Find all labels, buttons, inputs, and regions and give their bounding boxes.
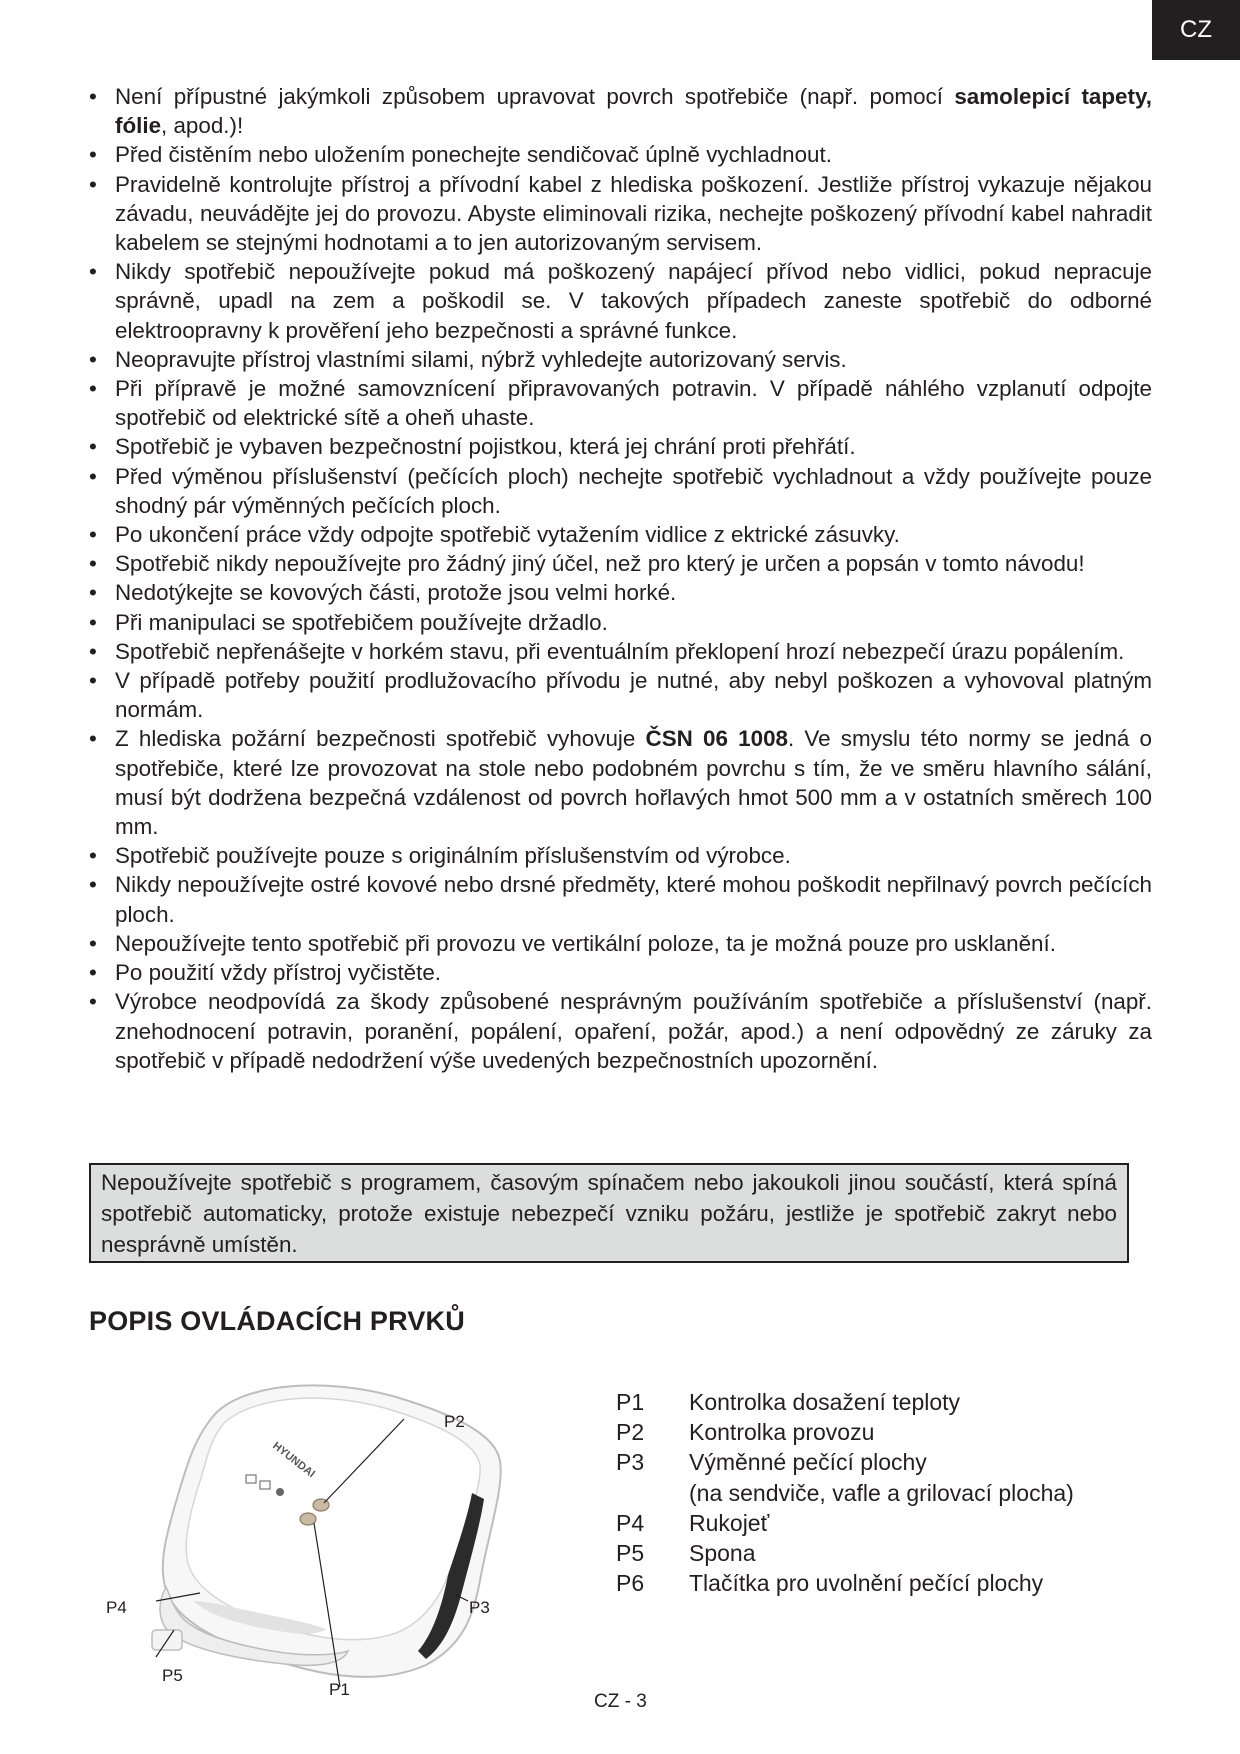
safety-instruction-item	[88, 666, 1152, 724]
control-element-label: Kontrolka dosažení teploty	[689, 1389, 961, 1415]
safety-instruction-item	[88, 257, 1152, 345]
instruction-text: Není přípustné jakýmkoli způsobem upravovat povrch spotřebiče (např. pomocí	[115, 84, 955, 109]
instruction-text: V případě potřeby použití prodlužovacího přívodu je nutné, aby nebyl poškozen a vyhovoval platným normám.	[115, 668, 1152, 723]
device-brand-logo: HYUNDAI	[270, 1439, 318, 1481]
safety-instruction-item	[88, 520, 1152, 549]
callout-label-p3: P3	[469, 1598, 490, 1617]
control-element-label: Spona	[689, 1540, 756, 1567]
safety-instruction-item	[88, 637, 1152, 666]
callout-label-p1: P1	[329, 1680, 350, 1699]
instruction-text: Nikdy nepoužívejte ostré kovové nebo drsné předměty, které mohou poškodit nepřilnavý povrch pečících ploch.	[115, 872, 1152, 927]
safety-instruction-item	[88, 987, 1152, 1075]
safety-instruction-item	[88, 170, 1152, 258]
instruction-text: Po použití vždy přístroj vyčistěte.	[115, 960, 442, 986]
safety-instruction-item	[88, 870, 1152, 928]
safety-instruction-item	[88, 724, 1152, 841]
safety-instruction-item	[88, 608, 1152, 637]
section-title: POPIS OVLÁDACÍCH PRVKŮ	[89, 1306, 465, 1336]
instruction-text: Neopravujte přístroj vlastními silami, nýbrž vyhledejte autorizovaný servis.	[115, 346, 847, 372]
control-element-item	[616, 1387, 1074, 1417]
safety-instruction-item	[88, 140, 1152, 169]
safety-instruction-item	[88, 374, 1152, 432]
control-element-item	[616, 1417, 1074, 1447]
instruction-text: Spotřebič nikdy nepoužívejte pro žádný jiný účel, než pro který je určen a popsán v tomto návodu!	[115, 551, 1085, 577]
control-element-label: Výměnné pečící plochy	[689, 1449, 927, 1476]
instruction-text: Před výměnou příslušenství (pečících ploch) nechejte spotřebič vychladnout a vždy používejte pouze shodný pár výměnných pečících ploch.	[115, 463, 1152, 518]
indicator-dot-icon	[276, 1488, 284, 1496]
language-tab: CZ	[1152, 0, 1240, 60]
instruction-text: Po ukončení práce vždy odpojte spotřebič vytažením vidlice z ektrické zásuvky.	[115, 522, 900, 548]
warning-notice-box: Nepoužívejte spotřebič s programem, časovým spínačem nebo jakoukoli jinou součástí, která spíná spotřebič automaticky, protože existuje nebezpečí vzniku požáru, jestliže je spotřebič zakryt nebo nesprávně umístěn.	[89, 1163, 1129, 1263]
control-element-item	[616, 1568, 1074, 1598]
instruction-text: Výrobce neodpovídá za škody způsobené nesprávným používáním spotřebiče a příslušenství (např. znehodnocení potravin, poranění, popálení, opaření, požár, apod.) a není odpovědný ze záruky za spotřebič v případě nedodržení výše uvedených bezpečnostních upozornění.	[115, 989, 1152, 1073]
instruction-text: Nepoužívejte tento spotřebič při provozu ve vertikální poloze, ta je možná pouze pro usklanění.	[115, 930, 1056, 956]
safety-instruction-item	[88, 929, 1152, 958]
safety-instruction-item	[88, 82, 1152, 140]
control-element-code: P6	[616, 1570, 645, 1597]
safety-instruction-item	[88, 549, 1152, 578]
control-element-item	[616, 1447, 1074, 1477]
control-element-code: P3	[616, 1449, 645, 1476]
instruction-text: Spotřebič nepřenášejte v horkém stavu, při eventuálním překlopení hrozí nebezpečí úrazu popálením.	[115, 638, 1125, 664]
control-element-label: Tlačítka pro uvolnění pečící plochy	[689, 1570, 1044, 1597]
sandwich-maker-illustration	[96, 1375, 576, 1715]
control-element-item	[616, 1478, 1074, 1508]
safety-instruction-item	[88, 345, 1152, 374]
instruction-text: . Ve smyslu této normy se jedná o spotřebiče, které lze provozovat na stole nebo podobném povrchu s tím, že ve směru hlavního sálání, musí být dodržena bezpečná vzdálenost od povrch hořlavých hmot 500 mm a v ostatních směrech 100 mm.	[115, 726, 1152, 840]
instruction-text: Spotřebič používejte pouze s originálním příslušenstvím od výrobce.	[115, 843, 791, 869]
control-element-label: Kontrolka provozu	[689, 1419, 875, 1446]
callout-label-p5: P5	[162, 1666, 183, 1685]
emphasized-text: samolepicí tapety, fólie	[115, 84, 1152, 139]
instruction-text: Z hlediska požární bezpečnosti spotřebič vyhovuje	[115, 726, 646, 752]
page-number: CZ - 3	[594, 1691, 647, 1712]
instruction-text: Při manipulaci se spotřebičem používejte držadlo.	[115, 609, 608, 635]
control-element-code: P4	[616, 1509, 645, 1536]
instruction-text: Nedotýkejte se kovových části, protože jsou velmi horké.	[115, 580, 677, 606]
control-element-code: P2	[616, 1419, 645, 1446]
instruction-text: Před čistěním nebo uložením ponechejte sendičovač úplně vychladnout.	[115, 142, 832, 168]
safety-instruction-item	[88, 432, 1152, 461]
control-element-label: Rukojeť	[689, 1509, 770, 1536]
control-element-code: P5	[616, 1540, 645, 1567]
safety-instruction-item	[88, 841, 1152, 870]
control-element-code	[616, 1478, 689, 1508]
control-element-item	[616, 1538, 1074, 1568]
control-element-label: (na sendviče, vafle a grilovací plocha)	[689, 1479, 1074, 1506]
instruction-text: , apod.)!	[161, 113, 244, 139]
instruction-text: Spotřebič je vybaven bezpečnostní pojistkou, která jej chrání proti přehřátí.	[115, 434, 856, 460]
instruction-text: Nikdy spotřebič nepoužívejte pokud má poškozený napájecí přívod nebo vidlici, pokud nepracuje správně, upadl na zem a poškodil se. V takových případech zaneste spotřebič do odborné elektroopravny k prověření jeho bezpečnosti a správné funkce.	[115, 259, 1152, 343]
instruction-text: Při přípravě je možné samovznícení připravovaných potravin. V případě náhlého vzplanutí odpojte spotřebič od elektrické sítě a oheň uhaste.	[115, 376, 1152, 431]
safety-instruction-item	[88, 462, 1152, 520]
safety-instruction-item	[88, 958, 1152, 987]
safety-instruction-item	[88, 578, 1152, 607]
safety-instructions-list	[88, 82, 1152, 1075]
callout-label-p2: P2	[444, 1412, 465, 1431]
control-element-item	[616, 1508, 1074, 1538]
emphasized-text: ČSN 06 1008	[645, 726, 788, 752]
control-element-code: P1	[616, 1389, 645, 1415]
control-elements-list	[616, 1387, 1074, 1598]
instruction-text: Pravidelně kontrolujte přístroj a přívodní kabel z hlediska poškození. Jestliže přístroj vykazuje nějakou závadu, neuvádějte jej do provozu. Abyste eliminovali rizika, nechejte poškozený přívodní kabel nahradit kabelem se stejnými hodnotami a to jen autorizovaným servisem.	[115, 171, 1152, 256]
callout-label-p4: P4	[106, 1598, 127, 1617]
